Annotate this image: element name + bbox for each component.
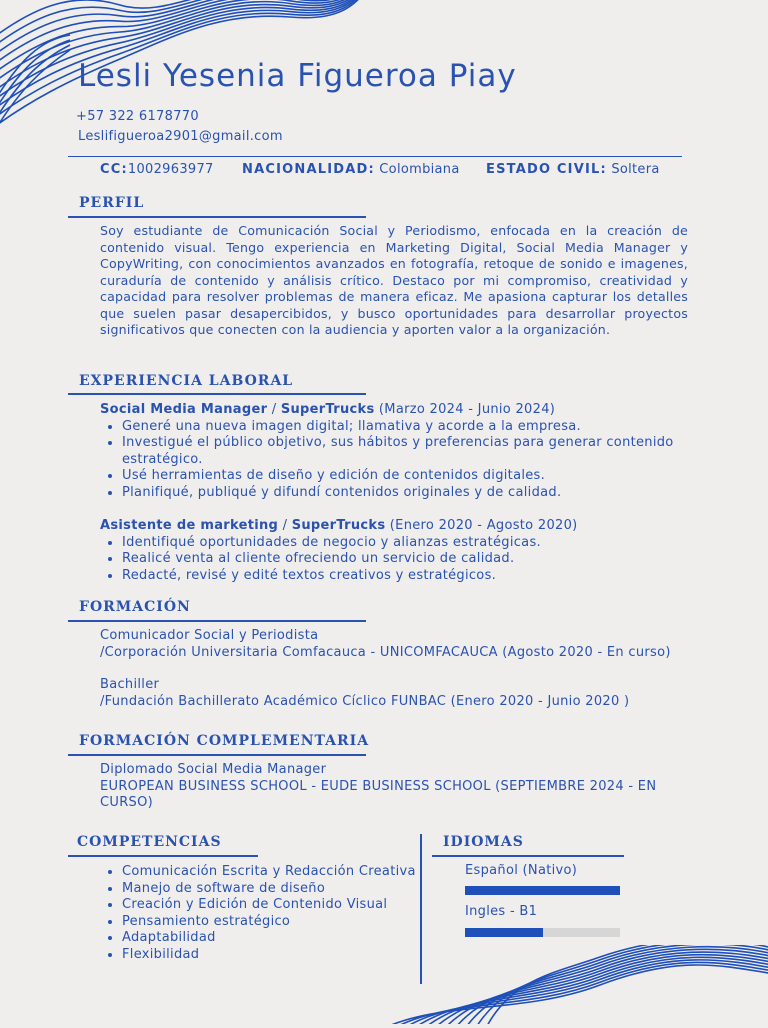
- section-title-formacion: FORMACIÓN: [79, 599, 191, 615]
- list-item: • Creación y Edición de Contenido Visual: [122, 897, 420, 914]
- full-name: Lesli Yesenia Figueroa Piay: [78, 58, 517, 94]
- wave-line: [401, 960, 768, 1024]
- skills-list: [100, 864, 420, 964]
- job-separator: /: [278, 518, 292, 533]
- language-level-fill: [465, 886, 620, 895]
- complementary-entry: [100, 762, 680, 812]
- email-address: Leslifigueroa2901@gmail.com: [78, 129, 283, 144]
- section-rule-perfil: [68, 216, 366, 218]
- section-title-experiencia: EXPERIENCIA LABORAL: [79, 373, 293, 389]
- info-cc: [100, 162, 214, 177]
- list-item: • Redacté, revisé y edité textos creativos y estratégicos.: [122, 568, 690, 585]
- list-item: • Investigué el público objetivo, sus hábitos y preferencias para generar contenido estratégico.: [122, 435, 690, 468]
- section-title-complementaria: FORMACIÓN COMPLEMENTARIA: [79, 733, 369, 749]
- section-rule-complementaria: [68, 754, 366, 756]
- list-item: • Pensamiento estratégico: [122, 914, 420, 931]
- list-item: • Identifiqué oportunidades de negocio y alianzas estratégicas.: [122, 535, 690, 552]
- institution: /Corporación Universitaria Comfacauca - UNICOMFACAUCA (Agosto 2020 - En curso): [100, 645, 690, 662]
- section-rule-idiomas: [432, 855, 624, 857]
- info-civil-status: [486, 162, 660, 177]
- list-item: • Manejo de software de diseño: [122, 881, 420, 898]
- job-dates: (Marzo 2024 - Junio 2024): [375, 402, 556, 417]
- cc-value: 1002963977: [128, 162, 214, 177]
- job-bullets: [100, 535, 690, 585]
- job-heading: [100, 402, 690, 419]
- phone-number: +57 322 6178770: [76, 109, 199, 124]
- section-title-competencias: COMPETENCIAS: [77, 834, 222, 850]
- section-title-perfil: PERFIL: [79, 195, 144, 211]
- language-label-ingles: Ingles - B1: [465, 904, 537, 919]
- list-item: • Flexibilidad: [122, 947, 420, 964]
- institution: /Fundación Bachillerato Académico Cíclico FUNBAC (Enero 2020 - Junio 2020 ): [100, 694, 690, 711]
- job-separator: /: [267, 402, 281, 417]
- list-item: • Adaptabilidad: [122, 930, 420, 947]
- civil-status-value: Soltera: [607, 162, 660, 177]
- job-company: SuperTrucks: [281, 402, 375, 417]
- language-level-bar-ingles: [465, 928, 620, 937]
- nationality-label: NACIONALIDAD:: [242, 162, 375, 177]
- cc-label: CC:: [100, 162, 128, 177]
- wave-line: [464, 945, 768, 1024]
- job-entry-1: [100, 402, 690, 502]
- education-entry-1: [100, 628, 690, 661]
- list-item: • Comunicación Escrita y Redacción Creativa: [122, 864, 420, 881]
- wave-line: [475, 945, 768, 1024]
- section-title-idiomas: IDIOMAS: [443, 834, 524, 850]
- job-company: SuperTrucks: [292, 518, 386, 533]
- language-label-espanol: Español (Nativo): [465, 863, 577, 878]
- wave-line: [412, 957, 768, 1024]
- course-title: Diplomado Social Media Manager: [100, 762, 680, 779]
- job-dates: (Enero 2020 - Agosto 2020): [385, 518, 577, 533]
- section-rule-experiencia: [68, 393, 366, 395]
- civil-status-label: ESTADO CIVIL:: [486, 162, 607, 177]
- header-divider: [68, 156, 682, 157]
- job-role: Social Media Manager: [100, 402, 267, 417]
- nationality-value: Colombiana: [375, 162, 460, 177]
- profile-text: Soy estudiante de Comunicación Social y Periodismo, enfocada en la creación de contenido visual. Tengo experiencia en Marketing Digital, Social Media Manager y CopyWriting, con conocimientos avanzados en fotografía, retoque de sonido e imagenes, curaduría de contenido y análisis crítico. Destaco por mi compromiso, creatividad y capacidad para resolver problemas de manera eficaz. Me apasiona capturar los detalles que suelen pasar desapercibidos, y busco oportunidades para desarrollar proyectos significativos que conecten con la audiencia y aporten valor a la organización.: [100, 223, 688, 339]
- list-item: • Generé una nueva imagen digital; llamativa y acorde a la empresa.: [122, 419, 690, 436]
- list-item: • Planifiqué, publiqué y difundí contenidos originales y de calidad.: [122, 485, 690, 502]
- education-entry-2: [100, 677, 690, 710]
- section-rule-formacion: [68, 620, 366, 622]
- section-rule-competencias: [68, 855, 258, 857]
- course-institution: EUROPEAN BUSINESS SCHOOL - EUDE BUSINESS SCHOOL (SEPTIEMBRE 2024 - EN CURSO): [100, 779, 680, 812]
- info-nationality: [242, 162, 460, 177]
- decorative-waves-bottom: [380, 945, 768, 1024]
- job-role: Asistente de marketing: [100, 518, 278, 533]
- job-bullets: [100, 419, 690, 502]
- column-divider: [420, 834, 422, 984]
- degree-title: Bachiller: [100, 677, 690, 694]
- job-entry-2: [100, 518, 690, 584]
- degree-title: Comunicador Social y Periodista: [100, 628, 690, 645]
- list-item: • Usé herramientas de diseño y edición de contenidos digitales.: [122, 468, 690, 485]
- language-level-bar-espanol: [465, 886, 620, 895]
- job-heading: [100, 518, 690, 535]
- language-level-fill: [465, 928, 543, 937]
- list-item: • Realicé venta al cliente ofreciendo un servicio de calidad.: [122, 551, 690, 568]
